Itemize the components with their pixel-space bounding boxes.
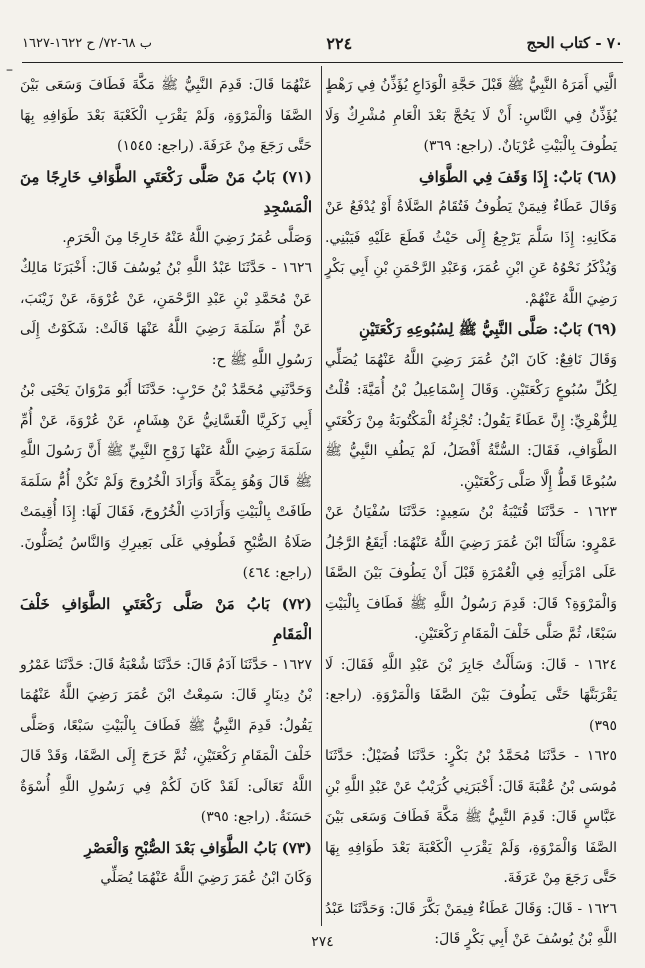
- text-paragraph: ١٦٢٤ - قَالَ: وَسَأَلْتُ جَابِرَ بْنَ عَبْدِ اللَّهِ فَقَالَ: لَا يَقْرَبَنَّهَا حَتَّى يَطُوفَ بَيْنَ الصَّفَا وَالْمَرْوَةِ. (راجع: ٣٩٥): [325, 656, 617, 734]
- text-paragraph: وَكَانَ ابْنُ عُمَرَ رَضِيَ اللَّهُ عَنْهُمَا يُصَلِّي: [100, 870, 312, 886]
- text-paragraph: الَّتِي أَمَرَهُ النَّبِيُّ ﷺ قَبْلَ حَجَّةِ الْوَدَاعِ يُؤَذِّنُ فِي رَهْطٍ يُؤَذِّنُ فِي النَّاسِ: أَنْ لَا يَحُجَّ بَعْدَ الْعَامِ مُشْرِكٌ وَلَا يَطُوفَ بِالْبَيْتِ عُرْيَانٌ. (راجع: ٣٦٩): [325, 77, 617, 154]
- page-number: ٢٢٤: [326, 33, 353, 53]
- text-paragraph: ١٦٢٦ - قَالَ: وَقَالَ عَطَاءٌ فِيمَنْ بَكَّرَ قَالَ: وَحَدَّثَنَا عَبْدُ اللَّهِ بْنُ يُوسُفَ عَنْ أَبِي بَكْرٍ قَالَ:: [325, 900, 617, 947]
- book-title: ٧٠ - كتاب الحج: [526, 34, 623, 52]
- text-paragraph: عَنْهُمَا قَالَ: قَدِمَ النَّبِيُّ ﷺ مَكَّةَ فَطَافَ وَسَعَى بَيْنَ الصَّفَا وَالْمَرْوَةِ، وَلَمْ يَقْرَبِ الْكَعْبَةَ بَعْدَ طَوَافِهِ بِهَا حَتَّى رَجَعَ مِنْ عَرَفَةَ. (راجع: ١٥٤٥): [20, 77, 312, 154]
- text-paragraph: وَصَلَّى عُمَرُ رَضِيَ اللَّهُ عَنْهُ خَارِجًا مِنَ الْحَرَمِ.: [62, 229, 312, 246]
- left-column: [20, 70, 312, 910]
- text-paragraph: وَحَدَّثَنِي مُحَمَّدُ بْنُ حَرْبٍ: حَدَّثَنَا أَبُو مَرْوَانَ يَحْيَى بْنُ أَبِي زَكَرِيَّا الْغَسَّانِيُّ عَنْ هِشَامٍ، عَنْ عُرْوَةَ، عَنْ أُمِّ سَلَمَةَ رَضِيَ اللَّهُ عَنْهَا زَوْجِ النَّبِيِّ ﷺ أَنَّ رَسُولَ اللَّهِ ﷺ قَالَ وَهُوَ بِمَكَّةَ وَأَرَادَ الْخُرُوجَ وَلَمْ تَكُنْ أُمُّ سَلَمَةَ طَافَتْ بِالْبَيْتِ وَأَرَادَتِ الْخُرُوجَ، فَقَالَ لَهَا: إِذَا أُقِيمَتْ صَلَاةُ الصُّبْحِ فَطُوفِي عَلَى بَعِيرِكِ وَالنَّاسُ يُصَلُّونَ. (راجع: ٤٦٤): [20, 382, 312, 581]
- text-paragraph: ١٦٢٧ - حَدَّثَنَا آدَمُ قَالَ: حَدَّثَنَا شُعْبَةُ قَالَ: حَدَّثَنَا عَمْرُو بْنُ دِينَارٍ قَالَ: سَمِعْتُ ابْنَ عُمَرَ رَضِيَ اللَّهُ عَنْهُمَا يَقُولُ: قَدِمَ النَّبِيُّ ﷺ فَطَافَ بِالْبَيْتِ سَبْعًا، وَصَلَّى خَلْفَ الْمَقَامِ رَكْعَتَيْنِ، ثُمَّ خَرَجَ إِلَى الصَّفَا، وَقَدْ قَالَ اللَّهُ تَعَالَى: لَقَدْ كَانَ لَكُمْ فِي رَسُولِ اللَّهِ أُسْوَةٌ حَسَنَةٌ. (راجع: ٣٩٥): [20, 656, 312, 825]
- chapter-heading: (٧٣) بَابُ الطَّوَافِ بَعْدَ الصُّبْحِ وَالْعَصْرِ: [84, 838, 312, 857]
- page-header: [22, 30, 623, 56]
- margin-mark: –: [6, 62, 13, 78]
- chapter-heading: (٧٢) بَابُ مَنْ صَلَّى رَكْعَتَيِ الطَّوَافِ خَلْفَ الْمَقَامِ: [20, 594, 312, 643]
- right-column: [325, 70, 617, 947]
- footer-page-number: ٢٧٤: [311, 934, 334, 950]
- text-paragraph: ١٦٢٦ - حَدَّثَنَا عَبْدُ اللَّهِ بْنُ يُوسُفَ قَالَ: أَخْبَرَنَا مَالِكٌ عَنْ مُحَمَّدِ بْنِ عَبْدِ الرَّحْمَنِ، عَنْ عُرْوَةَ، عَنْ زَيْنَبَ، عَنْ أُمِّ سَلَمَةَ رَضِيَ اللَّهُ عَنْهَا قَالَتْ: شَكَوْتُ إِلَى رَسُولِ اللَّهِ ﷺ ح:: [20, 260, 312, 368]
- chapter-heading: (٦٩) بَابٌ: صَلَّى النَّبِيُّ ﷺ لِسُبُوعِهِ رَكْعَتَيْنِ: [359, 320, 617, 338]
- chapter-heading: (٦٨) بَابٌ: إِذَا وَقَفَ فِي الطَّوَافِ: [419, 167, 617, 186]
- text-paragraph: وَقَالَ نَافِعٌ: كَانَ ابْنُ عُمَرَ رَضِيَ اللَّهُ عَنْهُمَا يُصَلِّي لِكُلِّ سُبُوعٍ رَكْعَتَيْنِ. وَقَالَ إِسْمَاعِيلُ بْنُ أُمَيَّةَ: قُلْتُ لِلزُّهْرِيِّ: إِنَّ عَطَاءً يَقُولُ: تُجْزِئُهُ الْمَكْتُوبَةُ مِنْ رَكْعَتَيِ الطَّوَافِ، فَقَالَ: السُّنَّةُ أَفْضَلُ، لَمْ يَطُفِ النَّبِيُّ ﷺ سُبُوعًا قَطُّ إِلَّا صَلَّى رَكْعَتَيْنِ.: [325, 351, 617, 490]
- header-rule: [22, 62, 623, 63]
- text-paragraph: ١٦٢٥ - حَدَّثَنَا مُحَمَّدُ بْنُ بَكْرٍ: حَدَّثَنَا فُضَيْلٌ: حَدَّثَنَا مُوسَى بْنُ عُقْبَةَ قَالَ: أَخْبَرَنِي كُرَيْبٌ عَنْ عَبْدِ اللَّهِ بْنِ عَبَّاسٍ قَالَ: قَدِمَ النَّبِيُّ ﷺ مَكَّةَ فَطَافَ وَسَعَى بَيْنَ الصَّفَا وَالْمَرْوَةِ، وَلَمْ يَقْرَبِ الْكَعْبَةَ بَعْدَ طَوَافِهِ بِهَا حَتَّى رَجَعَ مِنْ عَرَفَةَ.: [325, 748, 617, 886]
- column-divider: [321, 66, 322, 926]
- text-paragraph: وَقَالَ عَطَاءٌ فِيمَنْ يَطُوفُ فَتُقَامُ الصَّلَاةُ أَوْ يُدْفَعُ عَنْ مَكَانِهِ: إِذَا سَلَّمَ يَرْجِعُ إِلَى حَيْثُ قَطَعَ عَلَيْهِ فَيَبْنِي. وَيُذْكَرُ نَحْوُهُ عَنِ ابْنِ عُمَرَ، وَعَبْدِ الرَّحْمَنِ بْنِ أَبِي بَكْرٍ رَضِيَ اللَّهُ عَنْهُمْ.: [325, 199, 617, 307]
- text-paragraph: ١٦٢٣ - حَدَّثَنَا قُتَيْبَةُ بْنُ سَعِيدٍ: حَدَّثَنَا سُفْيَانُ عَنْ عَمْرٍو: سَأَلْنَا ابْنَ عُمَرَ رَضِيَ اللَّهُ عَنْهُمَا: أَيَقَعُ الرَّجُلُ عَلَى امْرَأَتِهِ فِي الْعُمْرَةِ قَبْلَ أَنْ يَطُوفَ بَيْنَ الصَّفَا وَالْمَرْوَةِ؟ قَالَ: قَدِمَ رَسُولُ اللَّهِ ﷺ فَطَافَ بِالْبَيْتِ سَبْعًا، ثُمَّ صَلَّى خَلْفَ الْمَقَامِ رَكْعَتَيْنِ.: [325, 504, 617, 642]
- chapter-heading: (٧١) بَابُ مَنْ صَلَّى رَكْعَتَيِ الطَّوَافِ خَارِجًا مِنَ الْمَسْجِدِ: [20, 167, 312, 216]
- hadith-range: ب ٦٨-٧٢/ ح ١٦٢٢-١٦٢٧: [22, 35, 153, 51]
